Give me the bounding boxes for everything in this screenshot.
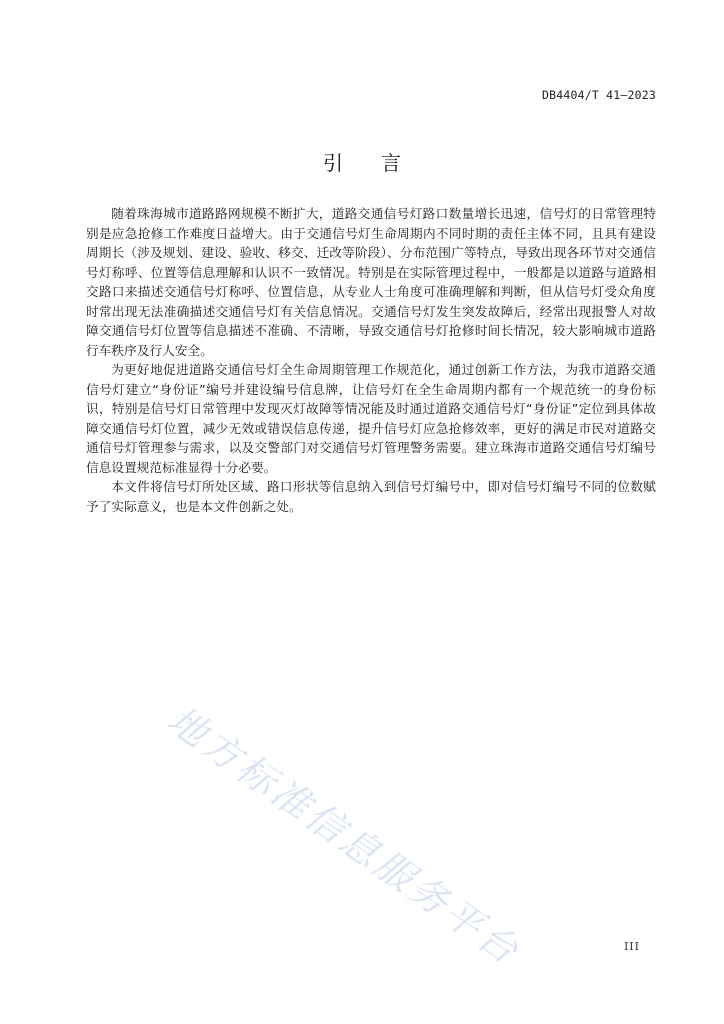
watermark: 地方标准信息服务平台 [159,697,529,975]
section-title: 引言 [323,151,439,175]
page-number: III [623,940,640,953]
document-code: DB4404/T 41—2023 [542,88,656,102]
paragraph-2: 为更好地促进道路交通信号灯全生命周期管理工作规范化，通过创新工作方法，为我市道路交通信号灯建立“身份证”编号并建设编号信息牌，让信号灯在全生命周期内都有一个规范统一的身份标识，特别是信号灯日常管理中发现灭灯故障等情况能及时通过道路交通信号灯“身份证”定位到具体故障交通信号灯位置，减少无效或错误信息传递，提升信号灯应急抢修效率，更好的满足市民对道路交通信号灯管理参与需求，以及交警部门对交通信号灯管理警务需要。建立珠海市道路交通信号灯编号信息设置规范标准显得十分必要。 [86,362,656,475]
body-text [86,204,656,516]
paragraph-1: 随着珠海城市道路路网规模不断扩大，道路交通信号灯路口数量增长迅速，信号灯的日常管理特别是应急抢修工作难度日益增大。由于交通信号灯生命周期内不同时期的责任主体不同，且具有建设周期长（涉及规划、建设、验收、移交、迁改等阶段）、分布范围广等特点，导致出现各环节对交通信号灯称呼、位置等信息理解和认识不一致情况。特别是在实际管理过程中，一般都是以道路与道路相交路口来描述交通信号灯称呼、位置信息，从专业人士角度可准确理解和判断，但从信号灯受众角度时常出现无法准确描述交通信号灯有关信息情况。交通信号灯发生突发故障后，经常出现报警人对故障交通信号灯位置等信息描述不准确、不清晰，导致交通信号灯抢修时间长情况，较大影响城市道路行车秩序及行人安全。 [86,206,656,358]
paragraph-3: 本文件将信号灯所处区域、路口形状等信息纳入到信号灯编号中，即对信号灯编号不同的位数赋予了实际意义，也是本文件创新之处。 [86,479,656,514]
